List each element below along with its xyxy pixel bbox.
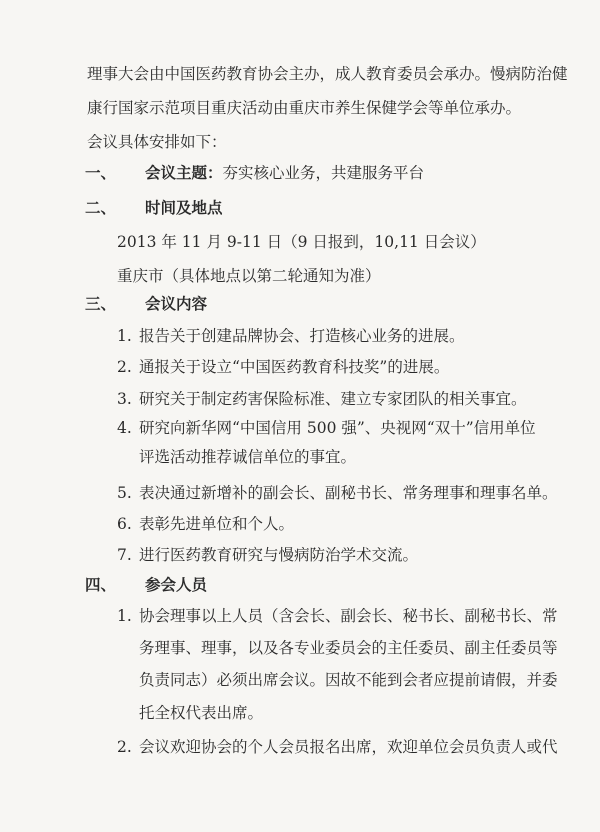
intro-line-3: 会议具体安排如下： <box>87 133 227 151</box>
item-text: 研究关于制定药害保险标准、建立专家团队的相关事宜。 <box>139 390 527 408</box>
item-continuation: 托全权代表出席。 <box>139 704 264 722</box>
item-text: 研究向新华网“中国信用 500 强”、央视网“双十”信用单位 <box>139 419 536 437</box>
item-number: 1. <box>117 327 132 345</box>
intro-line-1: 理事大会由中国医药教育协会主办，成人教育委员会承办。慢病防治健 <box>87 65 568 83</box>
section-title: 会议内容 <box>145 295 208 313</box>
item-number: 1. <box>117 607 132 625</box>
meeting-date: 2013 年 11 月 9-11 日（9 日报到，10,11 日会议） <box>117 233 486 251</box>
list-item <box>117 389 527 409</box>
item-number: 6. <box>117 515 132 533</box>
list-item <box>117 326 465 346</box>
item-text: 表彰先进单位和个人。 <box>139 515 295 533</box>
section-number: 二、 <box>85 199 117 217</box>
intro-line-2: 康行国家示范项目重庆活动由重庆市养生保健学会等单位承办。 <box>87 99 522 117</box>
item-text: 表决通过新增补的副会长、副秘书长、常务理事和理事名单。 <box>139 484 558 502</box>
item-continuation: 评选活动推荐诚信单位的事宜。 <box>139 448 357 466</box>
section-2-heading <box>85 198 223 218</box>
list-item <box>117 483 558 503</box>
meeting-place: 重庆市（具体地点以第二轮通知为准） <box>117 267 381 285</box>
section-title: 时间及地点 <box>145 199 223 217</box>
item-text: 协会理事以上人员（含会长、副会长、秘书长、副秘书长、常 <box>139 607 558 625</box>
list-item <box>117 514 294 534</box>
list-item <box>117 606 558 626</box>
list-item <box>117 357 449 377</box>
section-title: 参会人员 <box>145 576 208 594</box>
section-1-body: 夯实核心业务，共建服务平台 <box>222 164 425 182</box>
item-number: 4. <box>117 419 132 437</box>
item-text: 进行医药教育研究与慢病防治学术交流。 <box>139 546 419 564</box>
list-item <box>117 418 536 438</box>
item-text: 通报关于设立“中国医药教育科技奖”的进展。 <box>139 358 450 376</box>
item-number: 2. <box>117 738 132 756</box>
list-item <box>117 545 418 565</box>
item-text: 报告关于创建品牌协会、打造核心业务的进展。 <box>139 327 465 345</box>
section-number: 四、 <box>85 576 117 594</box>
section-1-heading <box>85 163 424 183</box>
item-number: 5. <box>117 484 132 502</box>
section-number: 一、 <box>85 164 117 182</box>
item-number: 7. <box>117 546 132 564</box>
item-continuation: 务理事、理事，以及各专业委员会的主任委员、副主任委员等 <box>139 639 558 657</box>
section-4-heading <box>85 575 207 595</box>
list-item <box>117 737 558 757</box>
item-number: 2. <box>117 358 132 376</box>
section-3-heading <box>85 294 207 314</box>
section-title: 会议主题： <box>145 164 223 182</box>
item-number: 3. <box>117 390 132 408</box>
item-continuation: 负责同志）必须出席会议。因故不能到会者应提前请假，并委 <box>139 671 558 689</box>
item-text: 会议欢迎协会的个人会员报名出席，欢迎单位会员负责人或代 <box>139 738 558 756</box>
section-number: 三、 <box>85 295 117 313</box>
